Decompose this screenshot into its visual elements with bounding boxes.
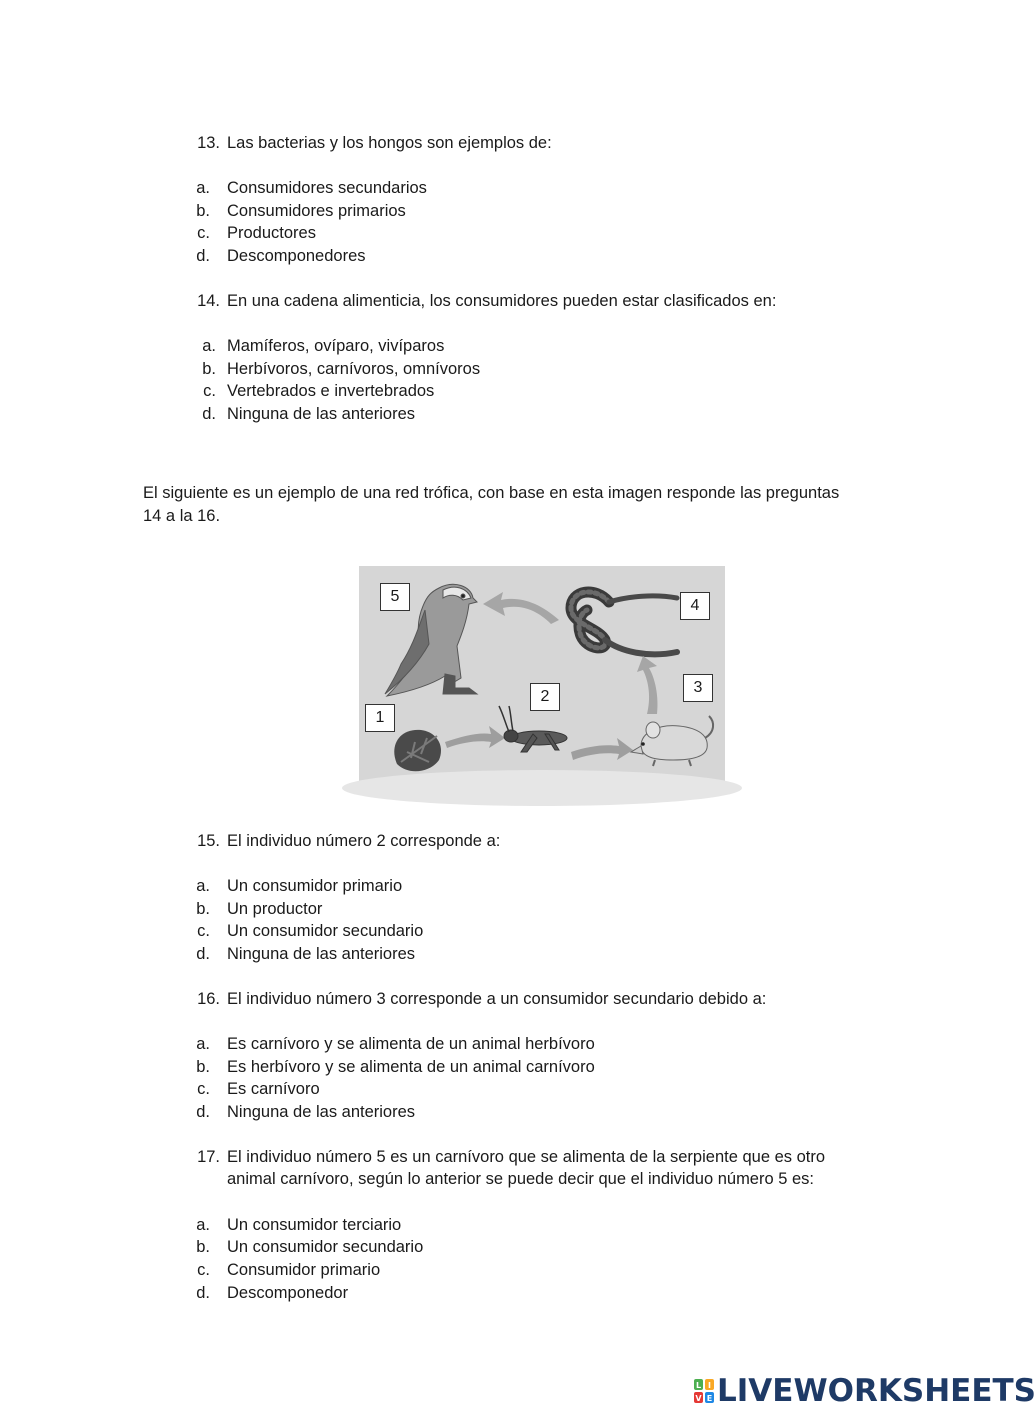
figure-label-2: 2 [530,683,560,711]
option-letter: d. [196,1103,210,1121]
option-text[interactable]: Ninguna de las anteriores [227,1103,416,1121]
question-number: 17. [197,1148,220,1166]
option-text[interactable]: Ninguna de las anteriores [227,405,416,423]
liveworksheets-brand[interactable] [693,1373,1036,1409]
snake-icon [571,592,677,654]
question-number: 16. [197,990,220,1008]
option-letter: d. [196,247,210,265]
mouse-icon [631,716,713,766]
figure-label-1: 1 [365,704,395,732]
option-letter: a. [196,877,210,895]
option-text[interactable]: Vertebrados e invertebrados [227,382,435,400]
question-number: 15. [197,832,220,850]
option-letter: a. [196,179,210,197]
option-text[interactable]: Ninguna de las anteriores [227,945,416,963]
food-web-figure [359,566,725,784]
question-text: animal carnívoro, según lo anterior se puede decir que el individuo número 5 es: [227,1170,815,1188]
option-text[interactable]: Es carnívoro [227,1080,320,1098]
option-letter: d. [196,1284,210,1302]
option-text[interactable]: Mamíferos, ovíparo, vivíparos [227,337,445,355]
option-letter: b. [196,202,210,220]
arrow-icon [445,726,505,748]
question-text: El individuo número 2 corresponde a: [227,832,501,850]
option-text[interactable]: Descomponedores [227,247,366,265]
question-text: Las bacterias y los hongos son ejemplos de: [227,134,552,152]
option-text[interactable]: Herbívoros, carnívoros, omnívoros [227,360,481,378]
option-text[interactable]: Consumidor primario [227,1261,381,1279]
svg-text:E: E [706,1394,713,1403]
option-text[interactable]: Consumidores secundarios [227,179,427,197]
option-text[interactable]: Es carnívoro y se alimenta de un animal herbívoro [227,1035,595,1053]
option-letter: a. [196,1216,210,1234]
svg-text:I: I [708,1381,711,1390]
option-text[interactable]: Descomponedor [227,1284,349,1302]
figure-label-5: 5 [380,583,410,611]
option-letter: b. [202,360,216,378]
svg-text:L: L [695,1381,702,1390]
liveworksheets-logo-icon [693,1378,715,1404]
option-letter: b. [196,1058,210,1076]
option-letter: c. [197,922,210,940]
option-text[interactable]: Es herbívoro y se alimenta de un animal carnívoro [227,1058,595,1076]
option-letter: c. [197,1261,210,1279]
option-letter: c. [203,382,216,400]
option-letter: c. [197,1080,210,1098]
food-web-drawing [359,566,725,784]
option-letter: a. [202,337,216,355]
leaf-icon [394,730,441,771]
option-letter: d. [196,945,210,963]
option-text[interactable]: Un productor [227,900,323,918]
brand-name: LIVEWORKSHEETS [717,1373,1036,1409]
option-text[interactable]: Productores [227,224,316,242]
figure-label-3: 3 [683,674,713,702]
arrow-icon [571,738,633,760]
grasshopper-icon [499,706,567,752]
option-text[interactable]: Un consumidor secundario [227,1238,424,1256]
figure-label-4: 4 [680,592,710,620]
option-text[interactable]: Un consumidor secundario [227,922,424,940]
question-text: El individuo número 3 corresponde a un consumidor secundario debido a: [227,990,767,1008]
ground-shape [342,770,742,806]
question-text: El individuo número 5 es un carnívoro que se alimenta de la serpiente que es otro [227,1148,826,1166]
arrow-icon [637,656,658,714]
intro-line: 14 a la 16. [143,507,221,525]
option-text[interactable]: Un consumidor primario [227,877,403,895]
question-text: En una cadena alimenticia, los consumidores pueden estar clasificados en: [227,292,777,310]
option-letter: b. [196,900,210,918]
option-text[interactable]: Un consumidor terciario [227,1216,402,1234]
arrow-icon [483,592,559,624]
option-letter: d. [202,405,216,423]
option-text[interactable]: Consumidores primarios [227,202,406,220]
option-letter: a. [196,1035,210,1053]
intro-line: El siguiente es un ejemplo de una red trófica, con base en esta imagen responde las preguntas [143,484,840,502]
svg-text:V: V [695,1394,702,1403]
question-number: 13. [197,134,220,152]
option-letter: b. [196,1238,210,1256]
question-number: 14. [197,292,220,310]
option-letter: c. [197,224,210,242]
